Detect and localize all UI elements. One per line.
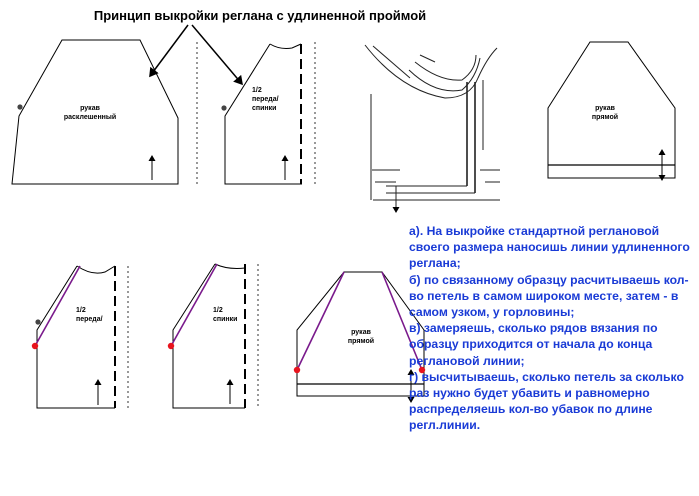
raglan-line (171, 264, 217, 346)
marker-point (32, 343, 38, 349)
label-half-front-back: 1/2 переда/ спинки (252, 87, 279, 112)
label-sleeve-flared: рукав расклешенный (63, 105, 117, 121)
instruction-a: а). На выкройке стандартной реглановой своего размера наносишь линии удлиненного реглана; (409, 224, 690, 271)
label-half-front: 1/2 переда/ (76, 307, 103, 323)
instruction-d: г) высчитываешь, сколько петель за сколько раз нужно будет убавить и равномерно распределяешь кол-во убавок по длине регл.линии. (409, 369, 684, 433)
label-sleeve-straight-top: рукав прямой (591, 105, 619, 121)
back-pattern (168, 264, 258, 408)
marker-point (294, 367, 300, 373)
label-sleeve-straight-bottom: рукав прямой (347, 329, 375, 345)
marker-point (168, 343, 174, 349)
notch-dot (221, 105, 226, 110)
label-back: 1/2 спинки (213, 307, 238, 323)
raglan-sweater-sketch (365, 45, 500, 212)
half-front-pattern (32, 266, 128, 408)
notch-dot (35, 319, 40, 324)
notch-dot (17, 104, 22, 109)
instructions-text (409, 223, 697, 434)
title-pointer-arrows (150, 25, 242, 84)
instruction-c: в) замеряешь, сколько рядов вязания по образцу приходится от начала до конца реглановой линии; (409, 321, 658, 368)
diagram-title: Принцип выкройки реглана с удлиненной проймой (93, 8, 427, 23)
raglan-line (35, 266, 80, 346)
half-front-back-pattern (221, 42, 315, 184)
instruction-b: б) по связанному образцу расчитываешь кол-во петель в самом широком месте, затем - в самом узком, у горловины; (409, 272, 689, 320)
